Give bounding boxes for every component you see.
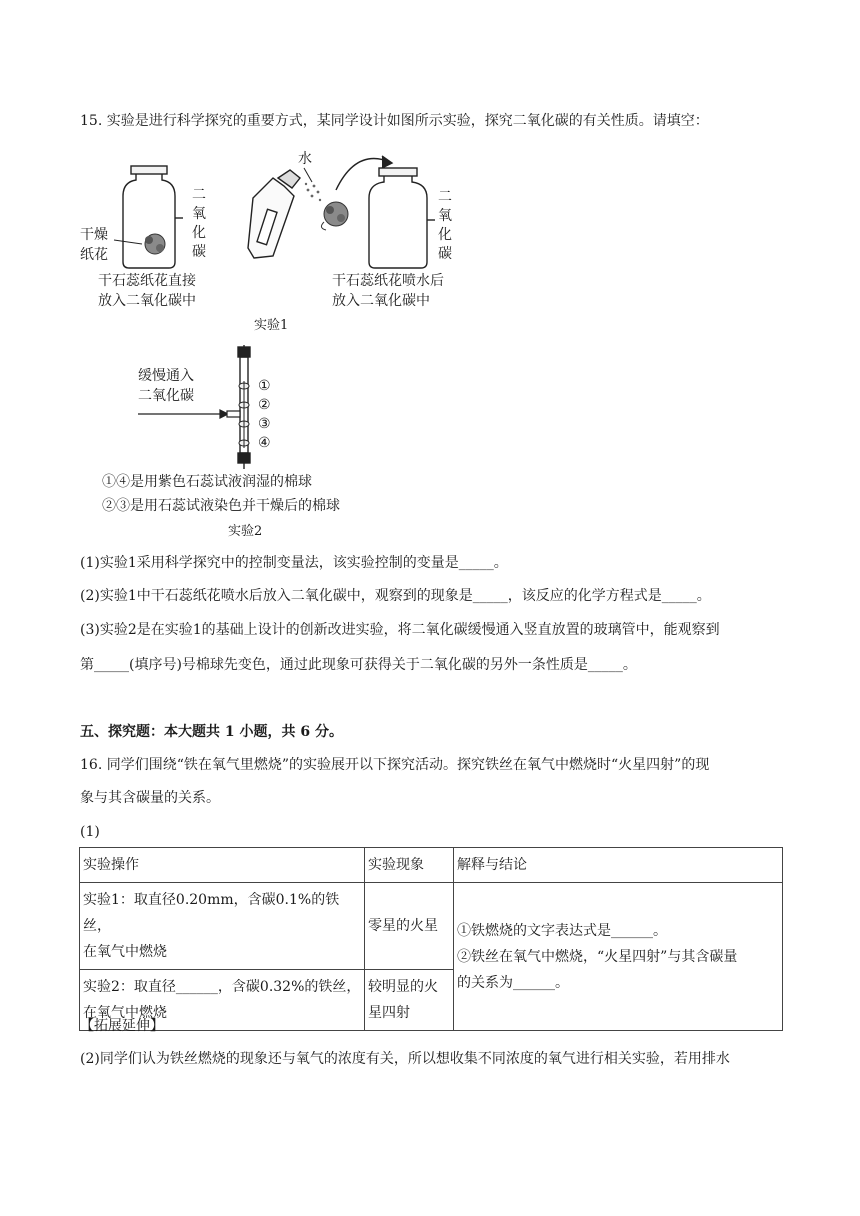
q15-sub3-line2: 第_____(填序号)号棉球先变色，通过此现象可获得关于二氧化碳的另外一条性质是_____。 — [80, 657, 637, 673]
conclusion-line1: ①铁燃烧的文字表达式是______。 — [457, 922, 667, 939]
q16-stem-line2: 象与其含碳量的关系。 — [80, 790, 220, 806]
header-phenomenon: 实验现象 — [365, 848, 454, 883]
gas-inlet-arrow — [138, 410, 240, 418]
experiment-2-drawing — [100, 345, 400, 470]
row1-phenomenon: 零星的火星 — [365, 883, 454, 970]
row1-operation — [80, 883, 365, 970]
wet-paper-flower — [321, 202, 348, 230]
conclusion-cell — [454, 883, 783, 1031]
right-caption-line1: 干石蕊纸花喷水后 — [332, 273, 444, 289]
left-caption-line1: 干石蕊纸花直接 — [98, 273, 196, 289]
row1-operation-line2: 在氧气中燃烧 — [83, 944, 167, 960]
q15-sub3-line1: (3)实验2是在实验1的基础上设计的创新改进实验，将二氧化碳缓慢通入竖直放置的玻璃管中，能观察到 — [80, 622, 720, 638]
extension-heading: 【拓展延伸】 — [80, 1018, 164, 1034]
row1-operation-line1: 实验1：取直径0.20mm，含碳0.1%的铁丝， — [83, 892, 340, 934]
header-conclusion: 解释与结论 — [454, 848, 783, 883]
spray-bottle — [248, 170, 300, 258]
ball-number-3: ③ — [258, 416, 271, 432]
ball-number-4: ④ — [258, 435, 271, 451]
q15-stem: 15. 实验是进行科学探究的重要方式，某同学设计如图所示实验，探究二氧化碳的有关性质。请填空： — [80, 113, 709, 129]
right-gas-bottle — [369, 168, 435, 268]
experiment-table — [79, 847, 783, 1031]
row2-phenomenon — [365, 970, 454, 1031]
experiment-2-title: 实验2 — [228, 524, 263, 539]
ball-number-1: ① — [258, 378, 271, 394]
row2-operation-line2: 在氧气中燃烧 — [83, 1005, 167, 1021]
right-caption-line2: 放入二氧化碳中 — [332, 293, 430, 309]
row2-operation-line1: 实验2：取直径______，含碳0.32%的铁丝， — [83, 979, 361, 995]
experiment-2-note2: ②③是用石蕊试液染色并干燥后的棉球 — [102, 498, 340, 514]
table-header-row — [80, 848, 783, 883]
co2-label-left: 二氧化碳 — [192, 187, 206, 260]
left-caption-line2: 放入二氧化碳中 — [98, 293, 196, 309]
dry-flower-label-line1: 干燥 — [80, 227, 108, 243]
ball-number-2: ② — [258, 397, 271, 413]
q15-sub2: (2)实验1中干石蕊纸花喷水后放入二氧化碳中，观察到的现象是_____，该反应的化学方程式是_____。 — [80, 588, 711, 604]
spray-droplets — [304, 168, 321, 201]
q15-sub1: (1)实验1采用科学探究中的控制变量法，该实验控制的变量是_____。 — [80, 555, 508, 571]
row2-phenomenon-line2: 星四射 — [368, 1005, 410, 1021]
section-5-heading: 五、探究题：本大题共 1 小题，共 6 分。 — [80, 724, 343, 740]
dry-paper-flower — [114, 234, 165, 254]
q16-sub1-label: (1) — [80, 824, 100, 840]
table-row — [80, 883, 783, 970]
dry-flower-label-line2: 纸花 — [80, 247, 108, 263]
experiment-2-note1: ①④是用紫色石蕊试液润湿的棉球 — [102, 474, 312, 490]
conclusion-line3: 的关系为______。 — [457, 974, 569, 991]
inlet-label-line1: 缓慢通入 — [138, 368, 194, 384]
experiment-2-figure — [100, 345, 400, 540]
q16-stem-line1: 16. 同学们围绕“铁在氧气里燃烧”的实验展开以下探究活动。探究铁丝在氧气中燃烧时“火星四射”的现 — [80, 757, 710, 773]
experiment-1-figure — [78, 148, 478, 338]
co2-label-right: 二氧化碳 — [438, 189, 452, 262]
inlet-label-line2: 二氧化碳 — [138, 388, 194, 404]
header-operation: 实验操作 — [80, 848, 365, 883]
q16-sub2: (2)同学们认为铁丝燃烧的现象还与氧气的浓度有关，所以想收集不同浓度的氧气进行相关实验，若用排水 — [80, 1051, 730, 1067]
water-label: 水 — [298, 151, 312, 167]
experiment-1-title: 实验1 — [254, 318, 289, 333]
row2-phenomenon-line1: 较明显的火 — [368, 979, 438, 995]
conclusion-line2: ②铁丝在氧气中燃烧，“火星四射”与其含碳量 — [457, 948, 738, 965]
